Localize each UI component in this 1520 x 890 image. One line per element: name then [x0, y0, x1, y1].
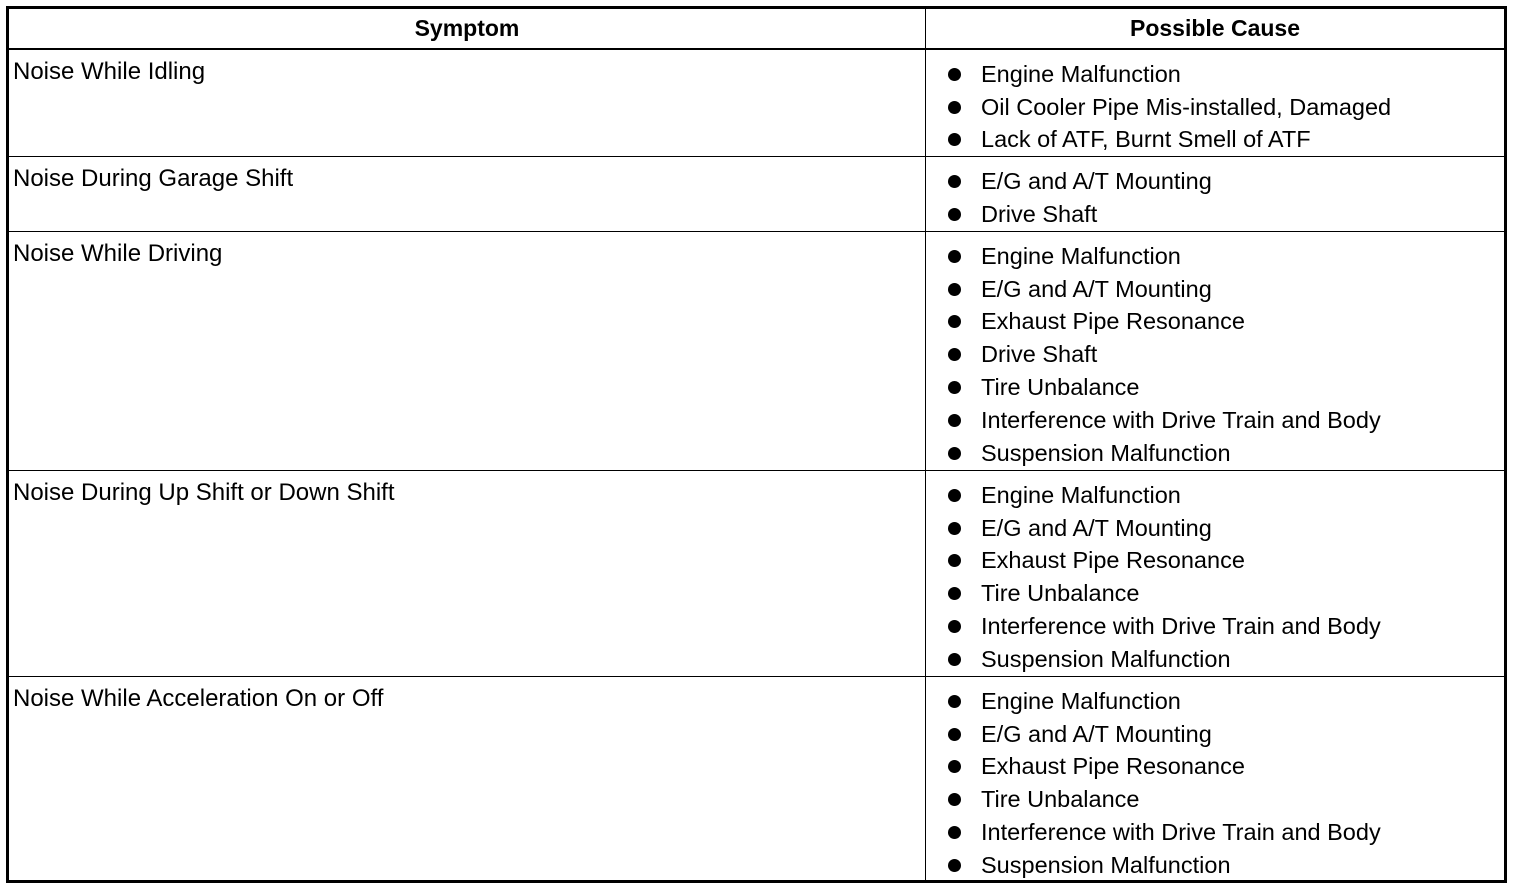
- cause-item: [948, 124, 1504, 157]
- cause-text: Interference with Drive Train and Body: [981, 406, 1381, 433]
- cause-item: [948, 165, 1504, 198]
- bullet-icon: [948, 587, 961, 600]
- cause-text: Suspension Malfunction: [981, 439, 1231, 466]
- bullet-icon: [948, 620, 961, 633]
- cause-list: [926, 157, 1504, 231]
- bullet-icon: [948, 859, 961, 872]
- cause-text: Tire Unbalance: [981, 786, 1140, 813]
- cause-text: E/G and A/T Mounting: [981, 514, 1212, 541]
- cause-item: [948, 545, 1504, 578]
- cause-text: E/G and A/T Mounting: [981, 167, 1212, 194]
- bullet-icon: [948, 489, 961, 502]
- cause-text: E/G and A/T Mounting: [981, 720, 1212, 747]
- symptom-cell: Noise While Idling: [9, 50, 926, 157]
- symptom-cause-table: [6, 6, 1507, 883]
- cause-list: [926, 471, 1504, 676]
- cause-text: Engine Malfunction: [981, 242, 1181, 269]
- symptom-cell: Noise During Garage Shift: [9, 157, 926, 232]
- cause-cell: [926, 471, 1504, 677]
- bullet-icon: [948, 653, 961, 666]
- bullet-icon: [948, 381, 961, 394]
- cause-item: [948, 240, 1504, 273]
- cause-text: Exhaust Pipe Resonance: [981, 547, 1245, 574]
- cause-text: Drive Shaft: [981, 200, 1098, 227]
- cause-text: Interference with Drive Train and Body: [981, 613, 1381, 640]
- cause-text: Lack of ATF, Burnt Smell of ATF: [981, 126, 1311, 153]
- cause-text: Engine Malfunction: [981, 481, 1181, 508]
- bullet-icon: [948, 760, 961, 773]
- bullet-icon: [948, 826, 961, 839]
- symptom-cell: Noise During Up Shift or Down Shift: [9, 471, 926, 677]
- cause-item: [948, 577, 1504, 610]
- cause-item: [948, 718, 1504, 751]
- bullet-icon: [948, 315, 961, 328]
- cause-text: E/G and A/T Mounting: [981, 275, 1212, 302]
- bullet-icon: [948, 414, 961, 427]
- bullet-icon: [948, 522, 961, 535]
- cause-item: [948, 643, 1504, 676]
- cause-item: [948, 610, 1504, 643]
- cause-item: [948, 198, 1504, 231]
- cause-item: [948, 91, 1504, 124]
- cause-item: [948, 783, 1504, 816]
- cause-list: [926, 50, 1504, 156]
- cause-item: [948, 404, 1504, 437]
- cause-text: Interference with Drive Train and Body: [981, 819, 1381, 846]
- bullet-icon: [948, 283, 961, 296]
- cause-list: [926, 677, 1504, 880]
- cause-cell: [926, 157, 1504, 232]
- cause-item: [948, 816, 1504, 849]
- symptom-cell: Noise While Driving: [9, 232, 926, 471]
- cause-item: [948, 751, 1504, 784]
- bullet-icon: [948, 68, 961, 81]
- bullet-icon: [948, 348, 961, 361]
- cause-item: [948, 512, 1504, 545]
- bullet-icon: [948, 695, 961, 708]
- cause-item: [948, 479, 1504, 512]
- bullet-icon: [948, 101, 961, 114]
- cause-cell: [926, 50, 1504, 157]
- header-possible-cause: Possible Cause: [926, 9, 1504, 50]
- cause-cell: [926, 677, 1504, 880]
- cause-text: Suspension Malfunction: [981, 851, 1231, 878]
- cause-text: Tire Unbalance: [981, 374, 1140, 401]
- cause-item: [948, 849, 1504, 880]
- bullet-icon: [948, 447, 961, 460]
- bullet-icon: [948, 250, 961, 263]
- header-symptom: Symptom: [9, 9, 926, 50]
- cause-item: [948, 685, 1504, 718]
- cause-item: [948, 338, 1504, 371]
- bullet-icon: [948, 175, 961, 188]
- cause-text: Engine Malfunction: [981, 60, 1181, 87]
- bullet-icon: [948, 208, 961, 221]
- cause-item: [948, 306, 1504, 339]
- symptom-cell: Noise While Acceleration On or Off: [9, 677, 926, 880]
- cause-text: Engine Malfunction: [981, 687, 1181, 714]
- bullet-icon: [948, 793, 961, 806]
- cause-item: [948, 371, 1504, 404]
- bullet-icon: [948, 728, 961, 741]
- cause-text: Tire Unbalance: [981, 580, 1140, 607]
- cause-text: Exhaust Pipe Resonance: [981, 753, 1245, 780]
- cause-text: Exhaust Pipe Resonance: [981, 308, 1245, 335]
- cause-item: [948, 437, 1504, 470]
- cause-cell: [926, 232, 1504, 471]
- cause-text: Suspension Malfunction: [981, 645, 1231, 672]
- bullet-icon: [948, 554, 961, 567]
- cause-text: Oil Cooler Pipe Mis-installed, Damaged: [981, 93, 1392, 120]
- cause-item: [948, 273, 1504, 306]
- cause-list: [926, 232, 1504, 470]
- cause-text: Drive Shaft: [981, 341, 1098, 368]
- bullet-icon: [948, 133, 961, 146]
- cause-item: [948, 58, 1504, 91]
